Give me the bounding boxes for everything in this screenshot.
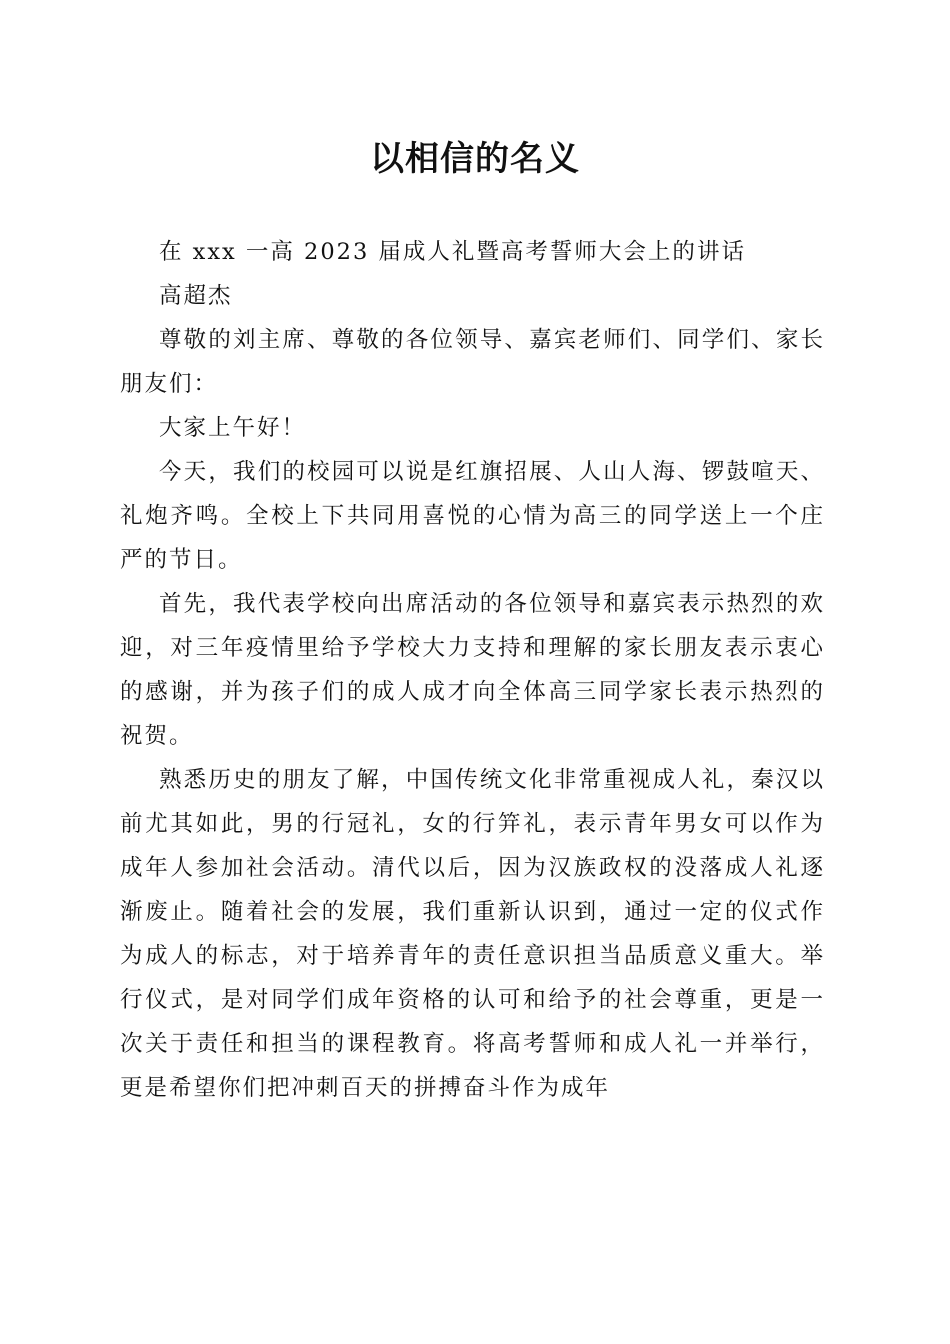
paragraph-welcome: 首先，我代表学校向出席活动的各位领导和嘉宾表示热烈的欢迎，对三年疫情里给予学校大力支持和理解的家长朋友表示衷心的感谢，并为孩子们的成人成才向全体高三同学家长表示热烈的祝贺。 bbox=[120, 591, 825, 749]
document-title: 以相信的名义 bbox=[370, 139, 580, 179]
paragraph-salutation: 尊敬的刘主席、尊敬的各位领导、嘉宾老师们、同学们、家长朋友们： bbox=[120, 327, 825, 397]
speech-subtitle: 在 xxx 一高 2023 届成人礼暨高考誓师大会上的讲话 bbox=[159, 239, 746, 265]
paragraph-campus: 今天，我们的校园可以说是红旗招展、人山人海、锣鼓喧天、礼炮齐鸣。全校上下共同用喜悦的心情为高三的同学送上一个庄严的节日。 bbox=[120, 459, 825, 573]
paragraph-greeting: 大家上午好！ bbox=[159, 415, 307, 441]
paragraph-history: 熟悉历史的朋友了解，中国传统文化非常重视成人礼，秦汉以前尤其如此，男的行冠礼，女的行笄礼，表示青年男女可以作为成年人参加社会活动。清代以后，因为汉族政权的没落成人礼逐渐废止。随着社会的发展，我们重新认识到，通过一定的仪式作为成人的标志，对于培养青年的责任意识担当品质意义重大。举行仪式，是对同学们成年资格的认可和给予的社会尊重，更是一次关于责任和担当的课程教育。将高考誓师和成人礼一并举行，更是希望你们把冲刺百天的拼搏奋斗作为成年 bbox=[120, 767, 825, 1101]
speech-author: 高超杰 bbox=[159, 283, 233, 309]
document-body bbox=[120, 230, 825, 1110]
